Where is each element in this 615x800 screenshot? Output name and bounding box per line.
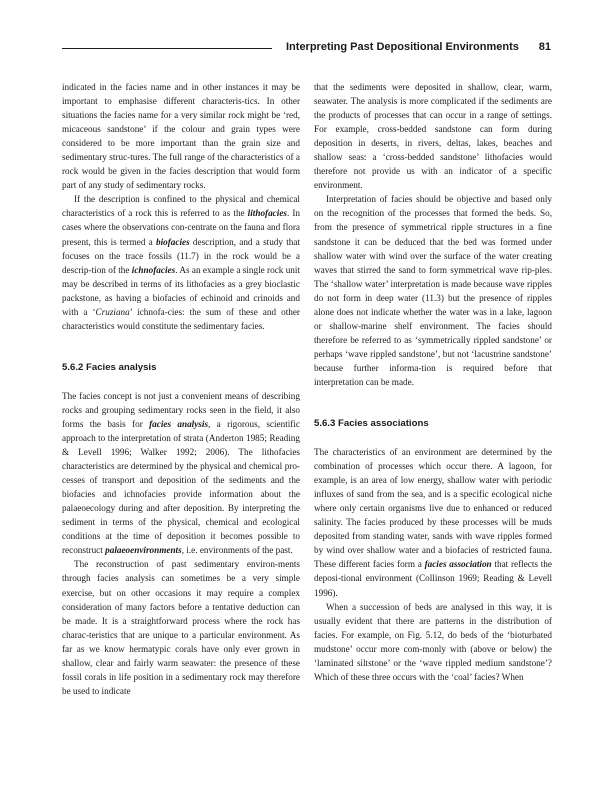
italic-term: Cruziana bbox=[95, 306, 130, 317]
paragraph: The reconstruction of past sedimentary environ-ments through facies analysis can sometimes be a very simple exercise, but on other occasions it may require a complex consideration of many factors before a tentative deduction can be made. It is a straightforward process where the rock has charac-teristics that are unique to a particular environment. As far as we know hermatypic corals have only ever grown in shallow, clear and fairly warm seawater: the presence of these fossil corals in life position in a sedimentary rock may therefore be used to indicate bbox=[62, 559, 300, 696]
running-title: Interpreting Past Depositional Environments bbox=[286, 41, 519, 53]
key-term: lithofacies bbox=[247, 208, 287, 219]
running-head bbox=[286, 41, 551, 53]
key-term: facies analysis bbox=[149, 418, 209, 429]
paragraph: Interpretation of facies should be objective and based only on the recognition of the processes that formed the beds. So, from the presence of symmetrical ripple structures in a fine sandstone it can be deduced that the bed was formed under shallow water with wind over the surface of the water creating waves that stirred the sand to form symmetrical wave rip-ples. The ‘shallow water’ interpretation is made because wave ripples do not form in deep water (11.3) but the presence of ripples alone does not indicate whether the water was in a lake, lagoon or shallow-marine shelf environment. The facies should therefore be referred to as ‘symmetrically rippled sandstone’ or perhaps ‘wave rippled sandstone’, but not ‘lacustrine sandstone’ because further informa-tion is required before that interpretation can be made. bbox=[314, 194, 552, 387]
section-heading: 5.6.3 Facies associations bbox=[314, 418, 429, 430]
header-rule bbox=[62, 48, 272, 49]
paragraph: When a succession of beds are analysed in this way, it is usually evident that there are patterns in the distribution of facies. For example, on Fig. 5.12, do beds of the ‘bioturbated mudstone’ occur more com-monly with (above or below) the ‘laminated siltstone’ or the ‘wave rippled medium sandstone’? Which of these three occurs with the ‘coal’ facies? When bbox=[314, 601, 552, 682]
key-term: palaeoenvironments bbox=[105, 545, 182, 556]
right-column bbox=[314, 80, 552, 684]
left-column bbox=[62, 80, 300, 698]
paragraph: The facies concept is not just a convenient means of describing rocks and grouping sedimentary rocks seen in the field, it also forms the basis for facies analysis, a rigorous, scientific approach to the interpretation of strata (Anderton 1985; Reading & Levell 1996; Walker 1992; 2006). The lithofacies characteristics are determined by the physical and chemical pro-cesses of transport and deposition of the sediments and the biofacies and ichnofacies provide information about the palaeoecology during and after deposition. By interpreting the sediment in terms of the physical, chemical and ecological conditions at the time of deposition it becomes possible to reconstruct palaeoenvironments, i.e. environments of the past. bbox=[62, 390, 300, 556]
paragraph: The characteristics of an environment are determined by the combination of processes which occur there. A lagoon, for example, is an area of low energy, shallow water with periodic influxes of sand from the sea, and is a specific ecological niche where only certain organisms live due to enhanced or reduced salinity. The facies produced by these processes will be muds deposited from standing water, sands with wave ripples formed by wind over shallow water and a biofacies of restricted fauna. These different facies form a facies association that reflects the deposi-tional environment (Collinson 1969; Reading & Levell 1996). bbox=[314, 447, 552, 598]
key-term: ichnofacies bbox=[131, 264, 176, 275]
paragraph: If the description is confined to the physical and chemical characteristics of a rock this is referred to as the lithofacies. In cases where the observations con-centrate on the fauna and flora present, this is termed a biofacies description, and a study that focuses on the trace fossils (11.7) in the rock would be a descrip-tion of the ichnofacies. As an example a single rock unit may be described in terms of its lithofacies as a grey bioclastic packstone, as having a biofacies of echinoid and crinoids and with a ‘Cruziana’ ichnofa-cies: the sum of these and other characteristics would constitute the sedimentary facies. bbox=[62, 194, 301, 331]
page-number: 81 bbox=[538, 41, 551, 53]
key-term: facies association bbox=[424, 559, 492, 570]
paragraph: indicated in the facies name and in other instances it may be important to emphasise different characteris-tics. In other situations the facies name for a very similar rock might be ‘red, micaceous sandstone’ if the colour and grain types were considered to be more important than the grain size and sedimentary struc-tures. The full range of the characteristics of a rock would be given in the facies description that would form part of any study of sedimentary rocks. bbox=[62, 82, 300, 191]
key-term: biofacies bbox=[155, 236, 190, 247]
paragraph: that the sediments were deposited in shallow, clear, warm, seawater. The analysis is more complicated if the sediments are the products of processes that can occur in a range of settings. For example, cross-bedded sandstone can form during deposition in deserts, in rivers, deltas, lakes, beaches and shallow seas: a ‘cross-bedded sandstone’ lithofacies would therefore not provide us with an indicator of a specific environment. bbox=[314, 82, 552, 191]
section-heading: 5.6.2 Facies analysis bbox=[62, 361, 157, 373]
